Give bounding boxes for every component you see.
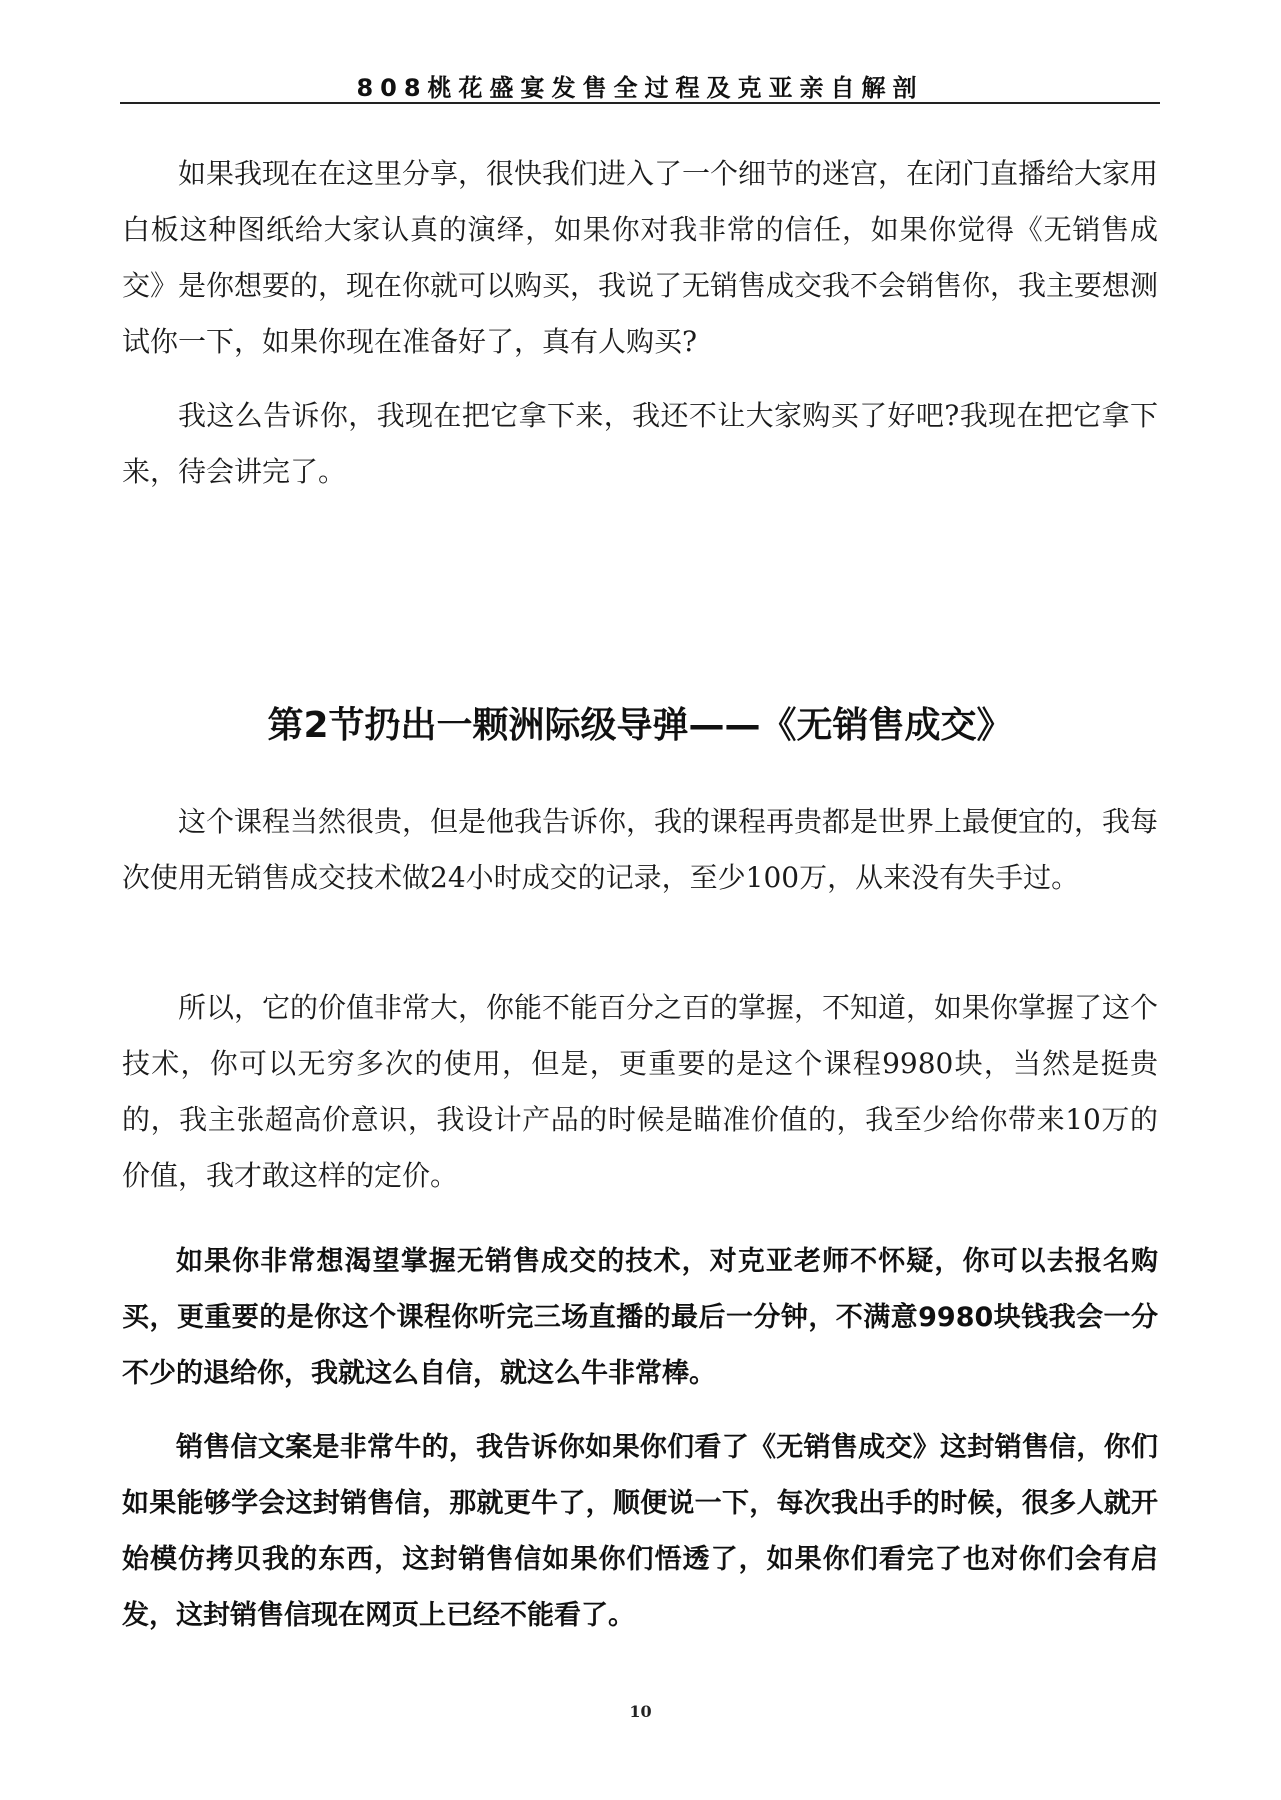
section-title: 第2节扔出一颗洲际级导弹——《无销售成交》 xyxy=(267,705,1013,746)
header-rule xyxy=(120,102,1160,104)
paragraph: 如果我现在在这里分享，很快我们进入了一个细节的迷宫，在闭门直播给大家用白板这种图纸给大家认真的演绎，如果你对我非常的信任，如果你觉得《无销售成交》是你想要的，现在你就可以购买，我说了无销售成交我不会销售你，我主要想测试你一下，如果你现在准备好了，真有人购买? xyxy=(122,157,1159,358)
page-number: 10 xyxy=(629,1702,652,1721)
paragraph: 这个课程当然很贵，但是他我告诉你，我的课程再贵都是世界上最便宜的，我每次使用无销售成交技术做24小时成交的记录，至少100万，从来没有失手过。 xyxy=(122,805,1159,894)
running-header: 808桃花盛宴发售全过程及克亚亲自解剖 xyxy=(356,74,924,102)
bold-paragraph: 如果你非常想渴望掌握无销售成交的技术，对克亚老师不怀疑，你可以去报名购买，更重要的是你这个课程你听完三场直播的最后一分钟，不满意9980块钱我会一分不少的退给你，我就这么自信，就这么牛非常棒。 xyxy=(122,1246,1158,1389)
bold-paragraph: 销售信文案是非常牛的，我告诉你如果你们看了《无销售成交》这封销售信，你们如果能够学会这封销售信，那就更牛了，顺便说一下，每次我出手的时候，很多人就开始模仿拷贝我的东西，这封销售信如果你们悟透了，如果你们看完了也对你们会有启发，这封销售信现在网页上已经不能看了。 xyxy=(122,1432,1158,1631)
paragraph: 所以，它的价值非常大，你能不能百分之百的掌握，不知道，如果你掌握了这个技术，你可以无穷多次的使用，但是，更重要的是这个课程9980块，当然是挺贵的，我主张超高价意识，我设计产品的时候是瞄准价值的，我至少给你带来10万的价值，我才敢这样的定价。 xyxy=(122,991,1159,1192)
paragraph: 我这么告诉你，我现在把它拿下来，我还不让大家购买了好吧?我现在把它拿下来，待会讲完了。 xyxy=(122,399,1158,488)
